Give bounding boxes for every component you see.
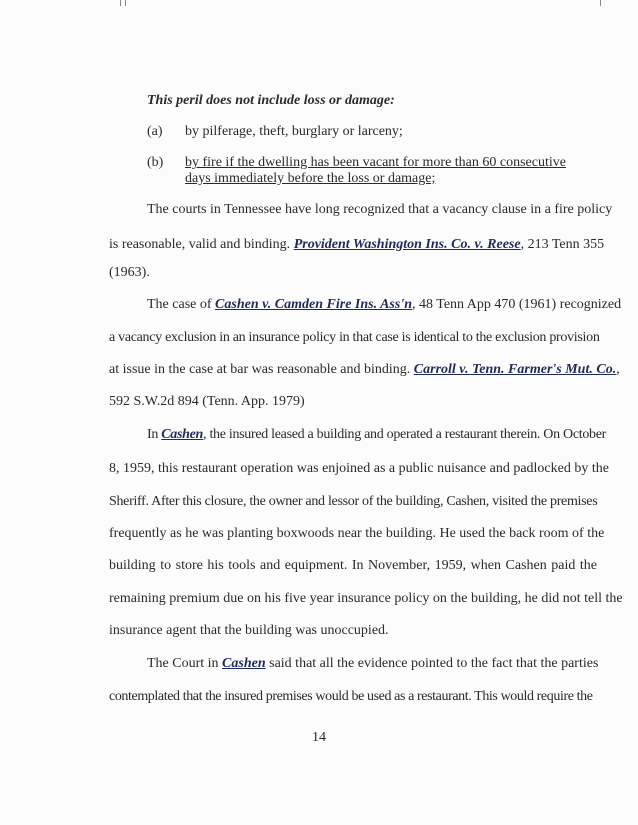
case-citation: Cashen v. Camden Fire Ins. Ass'n — [215, 297, 412, 312]
case-citation: Cashen — [161, 427, 204, 442]
scan-mark — [120, 0, 121, 6]
item-b-text-line2: days immediately before the loss or damage; — [185, 171, 436, 186]
scan-mark — [125, 0, 126, 6]
paragraph-line: The case of Cashen v. Camden Fire Ins. Ass'n, 48 Tenn App 470 (1961) recognized — [147, 297, 622, 312]
case-citation: Provident Washington Ins. Co. v. Reese — [293, 237, 521, 252]
peril-heading: This peril does not include loss or damage: — [147, 93, 395, 108]
item-a-text: by pilferage, theft, burglary or larceny; — [185, 124, 403, 139]
paragraph-line: 592 S.W.2d 894 (Tenn. App. 1979) — [109, 394, 305, 409]
paragraph-line: is reasonable, valid and binding. Provident Washington Ins. Co. v. Reese, 213 Tenn 355 — [109, 237, 605, 252]
paragraph-line: insurance agent that the building was unoccupied. — [109, 623, 389, 638]
paragraph-line: at issue in the case at bar was reasonable and binding. Carroll v. Tenn. Farmer's Mut. Co., — [109, 362, 620, 377]
case-citation: Carroll v. Tenn. Farmer's Mut. Co. — [413, 362, 617, 377]
page-number: 14 — [312, 730, 326, 745]
paragraph-line: remaining premium due on his five year insurance policy on the building, he did not tell the — [109, 591, 623, 606]
paragraph-line: a vacancy exclusion in an insurance policy in that case is identical to the exclusion provision — [109, 330, 600, 345]
item-a-label: (a) — [147, 124, 163, 139]
paragraph-line: frequently as he was planting boxwoods near the building. He used the back room of the — [109, 526, 605, 541]
item-b-label: (b) — [147, 155, 164, 170]
item-b-text-line1: by fire if the dwelling has been vacant for more than 60 consecutive — [185, 155, 566, 170]
paragraph-line: (1963). — [109, 265, 150, 280]
paragraph-line: In Cashen, the insured leased a building and operated a restaurant therein. On October — [147, 427, 607, 442]
scan-mark — [600, 0, 601, 6]
paragraph-line: contemplated that the insured premises would be used as a restaurant. This would require the — [109, 689, 593, 704]
paragraph-line: 8, 1959, this restaurant operation was enjoined as a public nuisance and padlocked by the — [109, 461, 609, 476]
paragraph-line: The courts in Tennessee have long recognized that a vacancy clause in a fire policy — [147, 202, 613, 217]
paragraph-line: The Court in Cashen said that all the evidence pointed to the fact that the parties — [147, 656, 599, 671]
paragraph-line: Sheriff. After this closure, the owner and lessor of the building, Cashen, visited the premises — [109, 494, 598, 509]
paragraph-line: building to store his tools and equipment. In November, 1959, when Cashen paid the — [109, 558, 597, 573]
case-citation: Cashen — [222, 656, 266, 671]
